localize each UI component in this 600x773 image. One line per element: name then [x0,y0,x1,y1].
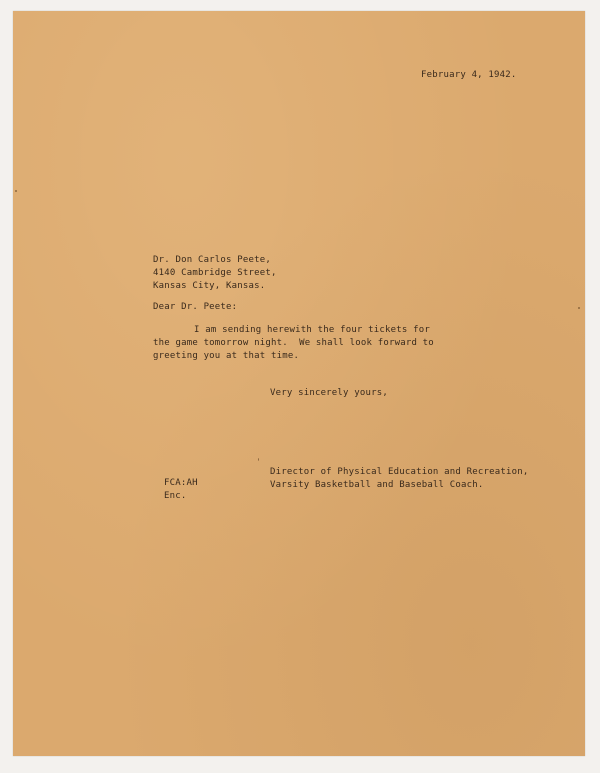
recipient-name: Dr. Don Carlos Peete, [153,255,271,265]
body-line-3: greeting you at that time. [153,351,300,361]
recipient-city: Kansas City, Kansas. [153,281,266,291]
enclosure-note: Enc. [164,491,187,501]
paper-speck [15,190,17,192]
body-line-2: the game tomorrow night. We shall look forward to [153,338,434,348]
closing: Very sincerely yours, [270,388,388,398]
signature-title-2: Varsity Basketball and Baseball Coach. [270,480,484,490]
body-line-1: I am sending herewith the four tickets for [194,325,430,335]
reference-initials: FCA:AH [164,478,198,488]
salutation: Dear Dr. Peete: [153,302,238,312]
letter-page [13,11,585,756]
signature-title-1: Director of Physical Education and Recreation, [270,467,529,477]
letter-date: February 4, 1942. [421,70,517,80]
recipient-street: 4140 Cambridge Street, [153,268,277,278]
paper-speck [258,458,259,461]
paper-speck [578,307,580,309]
